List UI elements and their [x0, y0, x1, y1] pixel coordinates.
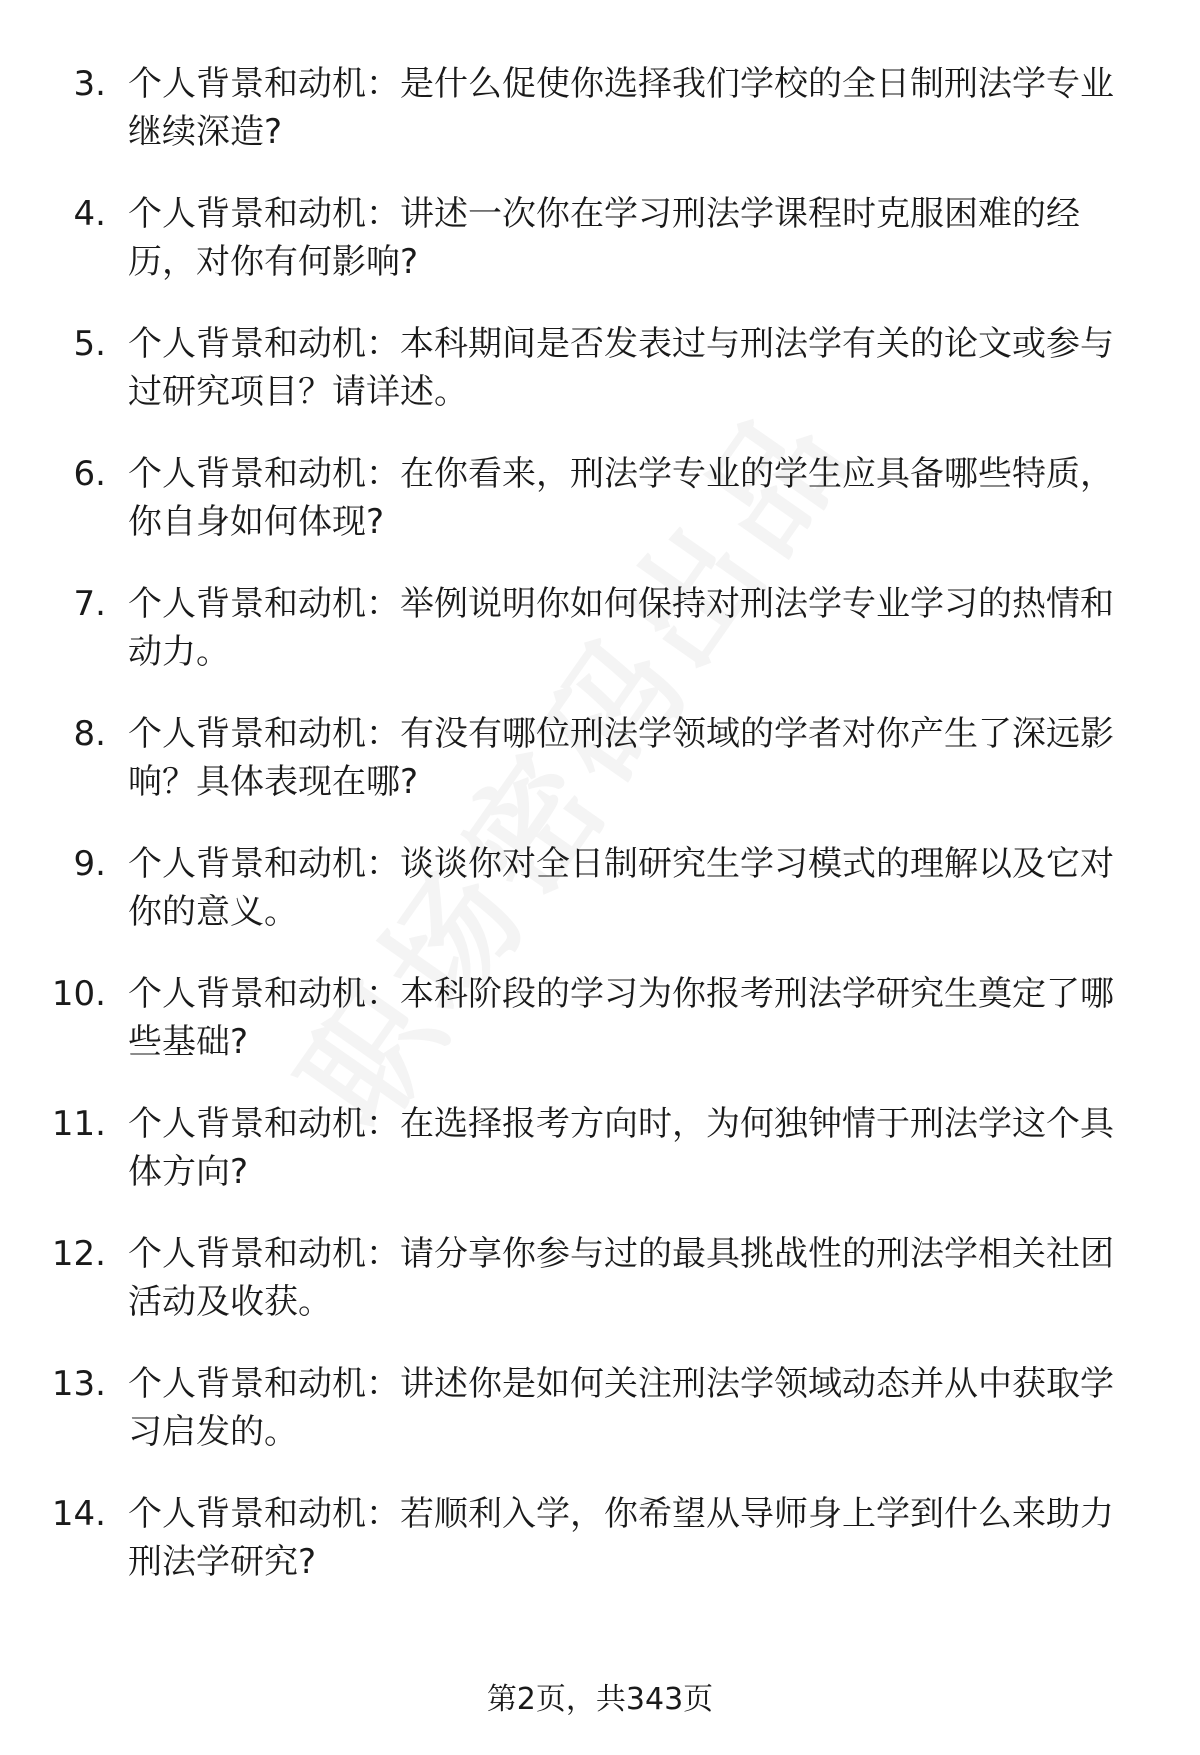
list-item: [0, 60, 1200, 190]
question-number: 12.: [51, 1234, 106, 1274]
question-number: 8.: [73, 714, 106, 754]
question-text: 个人背景和动机：请分享你参与过的最具挑战性的刑法学相关社团活动及收获。: [128, 1234, 1114, 1322]
list-item: [0, 320, 1200, 450]
question-text: 个人背景和动机：本科期间是否发表过与刑法学有关的论文或参与过研究项目？请详述。: [128, 324, 1114, 412]
question-text: 个人背景和动机：若顺利入学，你希望从导师身上学到什么来助力刑法学研究?: [128, 1494, 1114, 1582]
question-number: 4.: [73, 194, 106, 234]
list-item: [0, 190, 1200, 320]
list-item: [0, 840, 1200, 970]
question-number: 14.: [51, 1494, 106, 1534]
question-text: 个人背景和动机：在选择报考方向时，为何独钟情于刑法学这个具体方向?: [128, 1104, 1114, 1192]
question-number: 3.: [73, 64, 106, 104]
question-text: 个人背景和动机：讲述你是如何关注刑法学领域动态并从中获取学习启发的。: [128, 1364, 1114, 1452]
question-number: 9.: [73, 844, 106, 884]
question-number: 7.: [73, 584, 106, 624]
question-text: 个人背景和动机：有没有哪位刑法学领域的学者对你产生了深远影响？具体表现在哪?: [128, 714, 1114, 802]
question-text: 个人背景和动机：是什么促使你选择我们学校的全日制刑法学专业继续深造?: [128, 64, 1114, 152]
list-item: [0, 450, 1200, 580]
question-number: 11.: [51, 1104, 106, 1144]
question-number: 5.: [73, 324, 106, 364]
question-list: [0, 60, 1200, 1620]
question-text: 个人背景和动机：讲述一次你在学习刑法学课程时克服困难的经历，对你有何影响?: [128, 194, 1080, 282]
question-number: 6.: [73, 454, 106, 494]
question-text: 个人背景和动机：本科阶段的学习为你报考刑法学研究生奠定了哪些基础?: [128, 974, 1114, 1062]
list-item: [0, 970, 1200, 1100]
list-item: [0, 710, 1200, 840]
question-text: 个人背景和动机：举例说明你如何保持对刑法学专业学习的热情和动力。: [128, 584, 1114, 672]
list-item: [0, 1230, 1200, 1360]
question-number: 13.: [51, 1364, 106, 1404]
question-text: 个人背景和动机：在你看来，刑法学专业的学生应具备哪些特质，你自身如何体现?: [128, 454, 1114, 542]
list-item: [0, 580, 1200, 710]
question-number: 10.: [51, 974, 106, 1014]
list-item: [0, 1360, 1200, 1490]
list-item: [0, 1100, 1200, 1230]
page-footer: 第2页，共343页: [486, 1682, 714, 1717]
question-text: 个人背景和动机：谈谈你对全日制研究生学习模式的理解以及它对你的意义。: [128, 844, 1114, 932]
list-item: [0, 1490, 1200, 1620]
